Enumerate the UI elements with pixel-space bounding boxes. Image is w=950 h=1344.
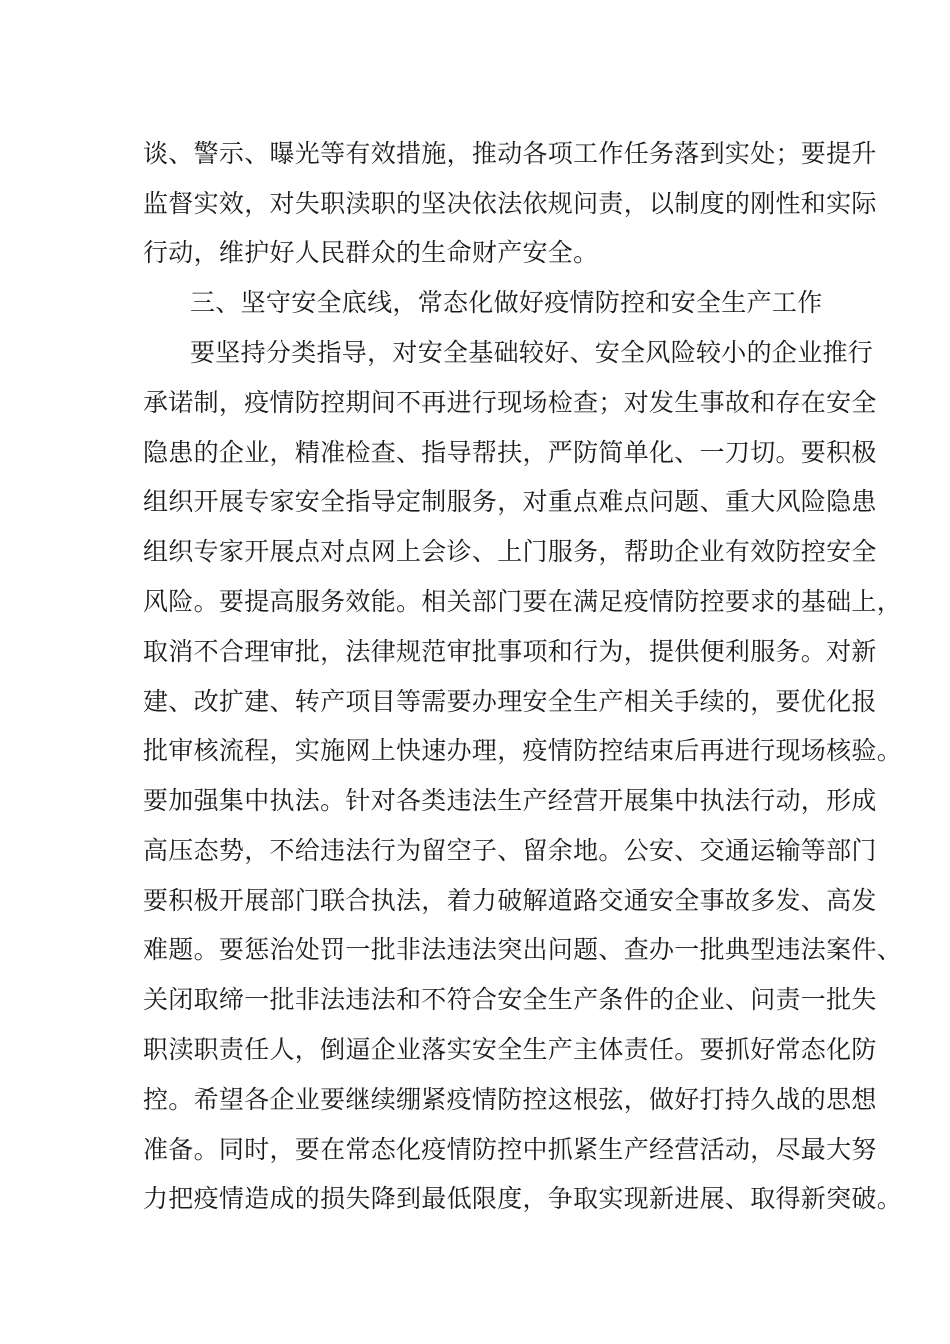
section-heading: 三、坚守安全底线，常态化做好疫情防控和安全生产工作	[190, 288, 823, 317]
text-line: 难题。要惩治处罚一批非法违法突出问题、查办一批典型违法案件、	[143, 935, 903, 964]
text-line: 要积极开展部门联合执法，着力破解道路交通安全事故多发、高发	[143, 886, 877, 915]
text-line: 承诺制，疫情防控期间不再进行现场检查；对发生事故和存在安全	[143, 388, 877, 417]
text-line: 谈、警示、曝光等有效措施，推动各项工作任务落到实处；要提升	[143, 139, 877, 168]
text-line: 组织开展专家安全指导定制服务，对重点难点问题、重大风险隐患	[143, 487, 877, 516]
text-line: 高压态势，不给违法行为留空子、留余地。公安、交通运输等部门	[143, 836, 877, 865]
text-line: 准备。同时，要在常态化疫情防控中抓紧生产经营活动，尽最大努	[143, 1135, 877, 1164]
text-line: 控。希望各企业要继续绷紧疫情防控这根弦，做好打持久战的思想	[143, 1085, 877, 1114]
text-line: 取消不合理审批，法律规范审批事项和行为，提供便利服务。对新	[143, 637, 877, 666]
text-line: 行动，维护好人民群众的生命财产安全。	[143, 238, 599, 267]
text-line: 风险。要提高服务效能。相关部门要在满足疫情防控要求的基础上，	[143, 587, 903, 616]
text-line: 监督实效，对失职渎职的坚决依法依规问责，以制度的刚性和实际	[143, 189, 877, 218]
text-line: 职渎职责任人，倒逼企业落实安全生产主体责任。要抓好常态化防	[143, 1035, 877, 1064]
text-line: 关闭取缔一批非法违法和不符合安全生产条件的企业、问责一批失	[143, 985, 877, 1014]
text-line: 批审核流程，实施网上快速办理，疫情防控结束后再进行现场核验。	[143, 736, 903, 765]
text-line: 力把疫情造成的损失降到最低限度，争取实现新进展、取得新突破。	[143, 1184, 903, 1213]
text-line: 组织专家开展点对点网上会诊、上门服务，帮助企业有效防控安全	[143, 537, 877, 566]
text-line: 隐患的企业，精准检查、指导帮扶，严防简单化、一刀切。要积极	[143, 438, 877, 467]
text-line: 建、改扩建、转产项目等需要办理安全生产相关手续的，要优化报	[143, 687, 877, 716]
text-line: 要加强集中执法。针对各类违法生产经营开展集中执法行动，形成	[143, 786, 877, 815]
text-line: 要坚持分类指导，对安全基础较好、安全风险较小的企业推行	[190, 338, 874, 367]
